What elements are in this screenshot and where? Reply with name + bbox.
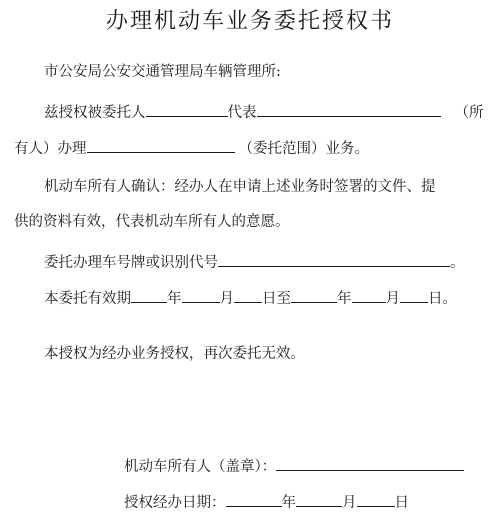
end-year-label: 年 [337,291,352,307]
start-day-to-label: 日至 [262,291,291,307]
scope-prefix: 有人）办理 [14,141,87,157]
plate-label: 委托办理车号牌或识别代号 [44,255,218,271]
owner-name-field[interactable] [257,102,441,117]
salutation: 市公安局公安交通管理局车辆管理所: [44,64,281,80]
agent-name-field[interactable] [146,102,228,117]
date-day-label: 日 [394,495,409,511]
date-month-label: 月 [342,495,357,511]
validity-note: 本授权为经办业务授权，再次委托无效。 [44,346,305,362]
owner-seal-field[interactable] [276,456,464,471]
end-year-field[interactable] [291,288,337,303]
delegation-prefix: 兹授权被委托人 [44,105,146,121]
document-title: 办理机动车业务委托授权书 [105,9,394,34]
owner-suffix: （所 [454,105,484,121]
plate-line [44,252,500,273]
delegation-line [44,102,500,123]
date-line [124,492,500,513]
owner-signature-label: 机动车所有人（盖章）： [124,459,277,475]
date-label: 授权经办日期： [124,495,226,511]
end-month-field[interactable] [352,288,386,303]
start-year-label: 年 [167,291,182,307]
date-year-field[interactable] [226,492,282,507]
confirmation-line-2: 供的资料有效，代表机动车所有人的意愿。 [14,214,290,230]
scope-suffix: （委托范围）业务。 [238,141,369,157]
end-month-label: 月 [385,291,400,307]
date-year-label: 年 [281,495,296,511]
plate-end: 。 [450,255,465,271]
owner-signature-line [124,456,500,477]
end-day-label: 日。 [428,291,457,307]
validity-line [44,288,500,309]
business-scope-field[interactable] [87,138,235,153]
represent-label: 代表 [227,105,257,121]
date-day-field[interactable] [357,492,395,507]
date-month-field[interactable] [296,492,342,507]
start-year-field[interactable] [131,288,167,303]
validity-label: 本委托有效期 [44,291,131,307]
start-month-field[interactable] [182,288,220,303]
confirmation-line-1: 机动车所有人确认：经办人在申请上述业务时签署的文件、提 [44,179,436,195]
start-day-field[interactable] [234,288,262,303]
end-day-field[interactable] [400,288,428,303]
scope-line [14,138,500,159]
start-month-label: 月 [219,291,234,307]
plate-number-field[interactable] [218,252,450,267]
